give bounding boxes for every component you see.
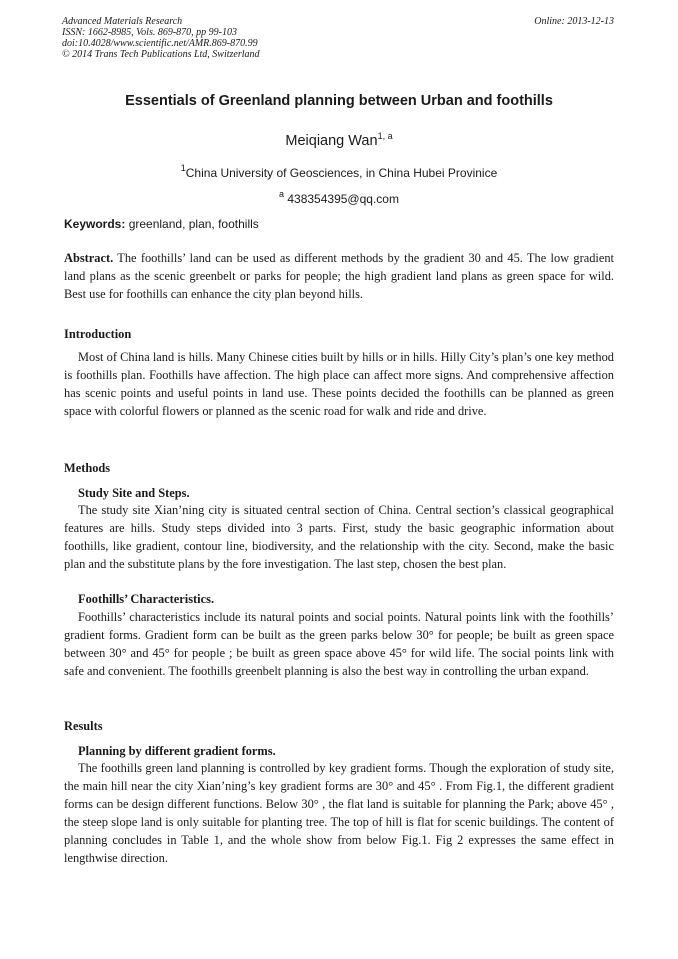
- study-site-heading: Study Site and Steps.: [78, 486, 190, 500]
- journal-name: Advanced Materials Research: [62, 16, 183, 27]
- journal-header: [62, 16, 614, 60]
- foothills-characteristics-paragraph: Foothills’ characteristics include its natural points and social points. Natural points link with the foothills’ gradient forms. Gradient form can be built as the green parks below 30° for people; be built as green space between 30° and 45° for people ; be built as green space above 45° for wild life. The social points link with safe and convenient. The foothills greenbelt planning is also the best way in controlling the urban expand.: [64, 610, 614, 678]
- planning-heading: Planning by different gradient forms.: [78, 744, 276, 758]
- affiliation-text: China University of Geosciences, in China Hubei Provinice: [185, 166, 498, 180]
- author-name: Meiqiang Wan: [285, 133, 378, 149]
- abstract-text: The foothills’ land can be used as different methods by the gradient 30 and 45. The low gradient land plans as the scenic greenbelt or parks for people; the high gradient land plans as green space for wild. Best use for foothills can enhance the city plan beyond hills.: [64, 251, 614, 301]
- affiliation-line: [0, 165, 678, 181]
- copyright-line: © 2014 Trans Tech Publications Ltd, Switzerland: [62, 49, 260, 60]
- keywords-label: Keywords:: [64, 217, 126, 231]
- study-site-paragraph: The study site Xian’ning city is situated central section of China. Central section’s classical geographical features are hills. Study steps divided into 3 parts. First, study the basic geographic information about foothills, like gradient, contour line, biodiversity, and the relationship with the city. Second, make the basic plan and the substitute plans by the fore investigation. The last step, chosen the best plan.: [64, 503, 614, 571]
- results-heading: Results: [64, 719, 103, 733]
- abstract-label: Abstract.: [64, 251, 114, 265]
- author-superscript: 1, a: [377, 131, 393, 141]
- keywords-line: [64, 216, 614, 232]
- paper-title: Essentials of Greenland planning between Urban and foothills: [125, 93, 553, 109]
- abstract-paragraph: [64, 249, 614, 303]
- planning-paragraph: The foothills green land planning is controlled by key gradient forms. Though the exploration of study site, the main hill near the city Xian’ning’s key gradient forms are 30° and 45° . From Fig.1, the different gradient forms can be design different functions. Below 30° , the flat land is suitable for planning the Park; above 45° , the steep slope land is only suitable for planting tree. The top of hill is flat for scenic buildings. The content of planning concludes in Table 1, and the whole show from below Fig.1. Fig 2 expresses the same effect in lengthwise direction.: [64, 761, 614, 865]
- doi-line: doi:10.4028/www.scientific.net/AMR.869-870.99: [62, 38, 258, 49]
- keywords-text: greenland, plan, foothills: [125, 217, 259, 231]
- issn-line: ISSN: 1662-8985, Vols. 869-870, pp 99-103: [62, 27, 237, 38]
- email-superscript: a: [279, 189, 285, 199]
- foothills-characteristics-heading: Foothills’ Characteristics.: [78, 592, 215, 606]
- online-date: Online: 2013-12-13: [534, 16, 614, 27]
- affiliation-superscript: 1: [180, 163, 186, 173]
- introduction-paragraph: Most of China land is hills. Many Chinese cities built by hills or in hills. Hilly City’s plan’s one key method is foothills plan. Foothills have affection. The high place can affect more signs. And comprehensive affection has scenic points and useful points in land use. These points decided the foothills can be planned as green space with colorful flowers or planned as the scenic road for walk and ride and drive.: [64, 350, 614, 418]
- author-line: [0, 131, 678, 151]
- introduction-heading: Introduction: [64, 327, 132, 341]
- email-address: 438354395@qq.com: [284, 192, 399, 206]
- methods-heading: Methods: [64, 461, 111, 475]
- email-line: [0, 191, 678, 207]
